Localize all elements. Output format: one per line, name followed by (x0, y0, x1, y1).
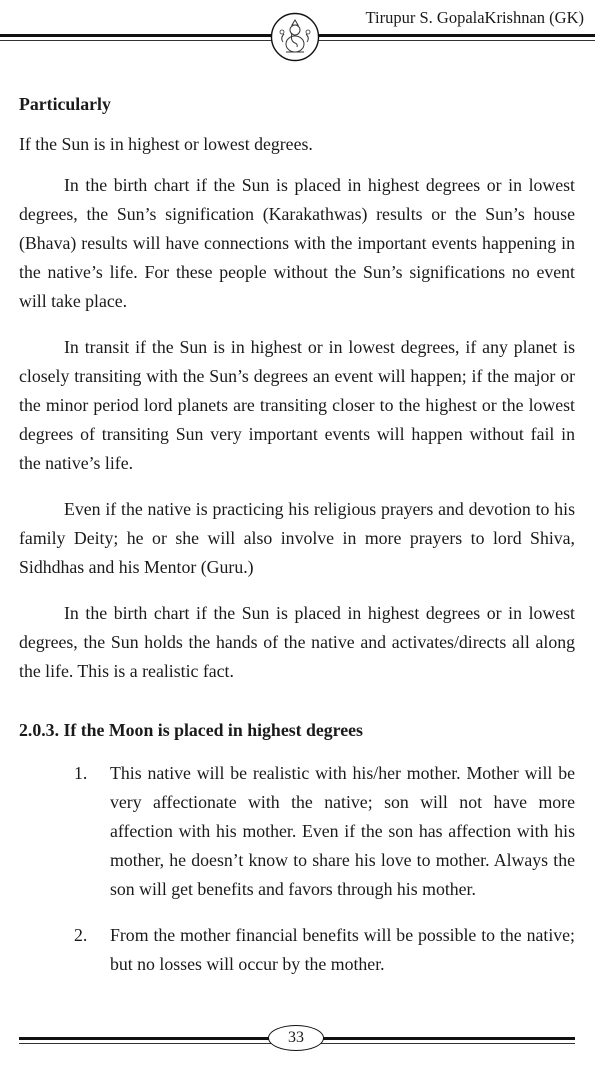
subtitle-sun: If the Sun is in highest or lowest degrees. (19, 134, 313, 154)
paragraph: In transit if the Sun is in highest or in lowest degrees, if any planet is closely transiting with the Sun’s degrees an event will happen; if the major or the minor period lord planets are transiting closer to the highest or the lowest degrees of transiting Sun very important events will happen without fail in the native’s life. (19, 337, 575, 473)
numbered-list (19, 759, 575, 979)
list-item-text: From the mother financial benefits will be possible to the native; but no losses will occur by the mother. (110, 925, 575, 974)
page-number: 33 (268, 1025, 324, 1051)
section-heading: 2.0.3. If the Moon is placed in highest degrees (19, 720, 363, 740)
list-item-number: 1. (74, 763, 88, 783)
paragraph: In the birth chart if the Sun is placed in highest degrees or in lowest degrees, the Sun’s signification (Karakathwas) results or the Sun’s house (Bhava) results will have connections with the important events happening in the native’s life. For these people without the Sun’s significations no event will take place. (19, 175, 575, 311)
running-header-title: Tirupur S. GopalaKrishnan (GK) (365, 8, 584, 27)
list-item-text: This native will be realistic with his/her mother. Mother will be very affectionate with the native; son will not have more affection with his mother. Even if the son has affection with his mother, he doesn’t know to share his love to mother. Always the son will get benefits and favors through his mother. (110, 763, 575, 899)
list-item (74, 921, 575, 979)
list-item (74, 759, 575, 904)
list-item-number: 2. (74, 925, 88, 945)
ganesha-emblem-icon (270, 12, 320, 62)
paragraph: In the birth chart if the Sun is placed in highest degrees or in lowest degrees, the Sun holds the hands of the native and activates/directs all along the life. This is a realistic fact. (19, 603, 575, 681)
paragraph: Even if the native is practicing his religious prayers and devotion to his family Deity; he or she will also involve in more prayers to lord Shiva, Sidhdhas and his Mentor (Guru.) (19, 499, 575, 577)
page-body (19, 88, 575, 979)
heading-particularly: Particularly (19, 94, 111, 114)
